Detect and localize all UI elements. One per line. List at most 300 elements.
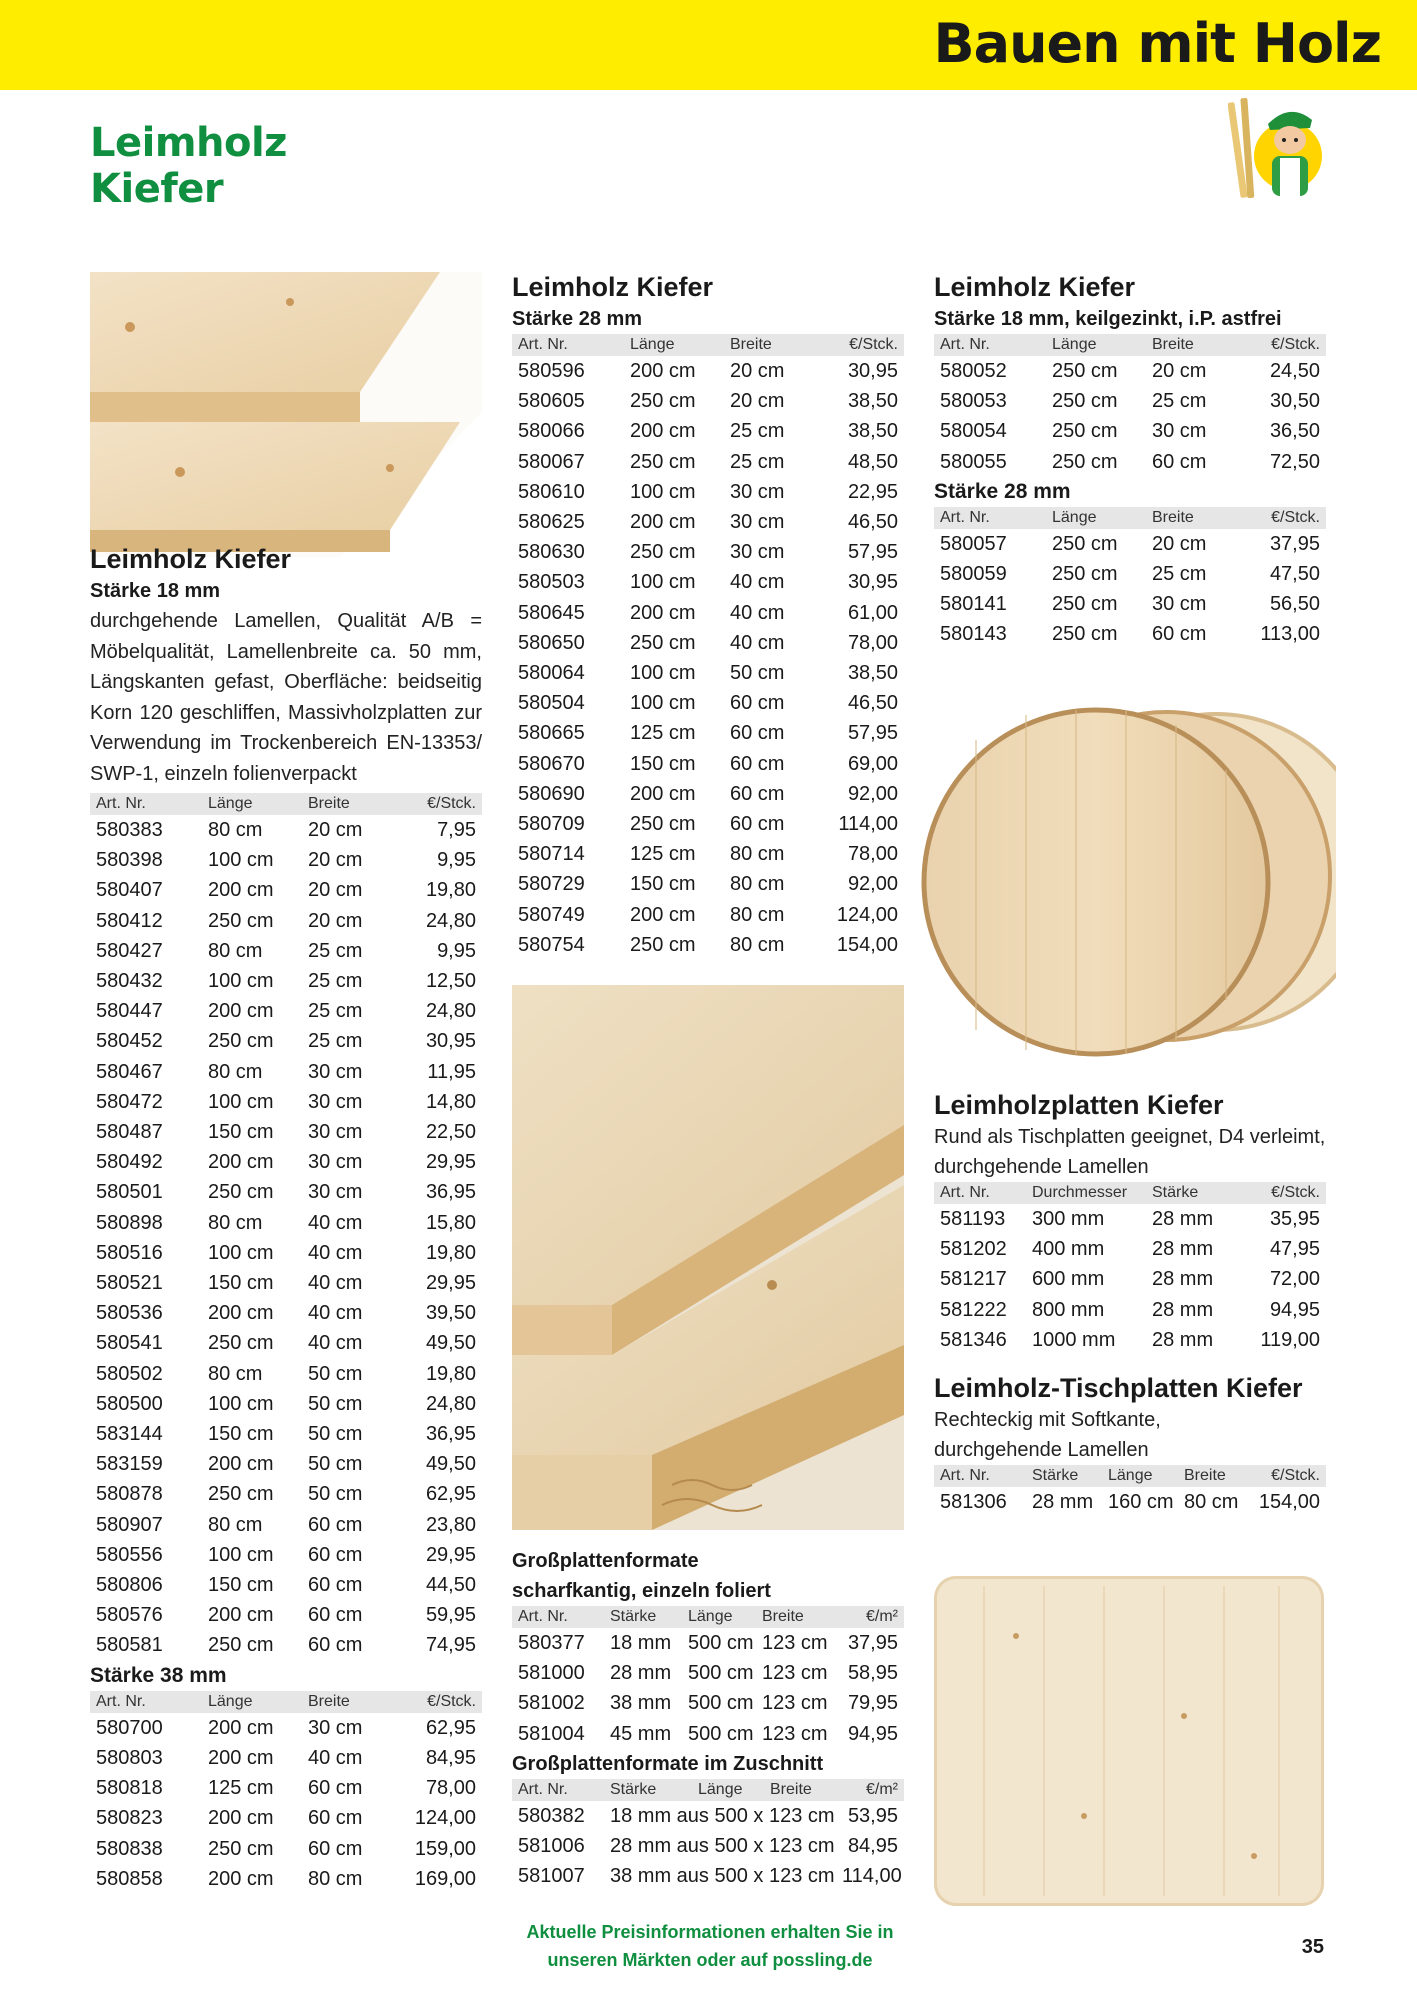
table-cell: 80 cm — [308, 1867, 363, 1890]
table-row — [90, 1238, 482, 1268]
table-cell: 200 cm — [208, 1151, 274, 1174]
table-cell: 24,80 — [425, 1000, 476, 1023]
table-cell: 28 mm — [1152, 1268, 1214, 1291]
product-image-boards-18mm — [90, 272, 482, 557]
table-cell: 28 mm — [1032, 1491, 1094, 1514]
table-cell: 250 cm — [208, 1030, 274, 1053]
table-cell: 9,95 — [437, 849, 476, 872]
table-row — [512, 507, 904, 537]
table-cell: 250 cm — [208, 1181, 274, 1204]
table-cell: 250 cm — [630, 450, 696, 473]
table-cell: 50 cm — [308, 1483, 363, 1506]
table-cell: 125 cm — [208, 1777, 274, 1800]
table-cell: 24,50 — [1269, 360, 1320, 382]
table-cell: 150 cm — [208, 1574, 274, 1597]
table-cell: 30 cm — [308, 1121, 363, 1144]
table-cell: 200 cm — [208, 1746, 274, 1769]
table-row — [90, 1713, 482, 1743]
table-row — [934, 1234, 1326, 1264]
table-cell: 28 mm — [1152, 1238, 1214, 1261]
table-cell: 800 mm — [1032, 1298, 1105, 1321]
table-cell: 60 cm — [308, 1604, 363, 1627]
table-cell: 200 cm — [208, 1000, 274, 1023]
table-cell: 20 cm — [308, 879, 363, 902]
table-cell: 72,50 — [1269, 450, 1320, 473]
table-cell: 250 cm — [1052, 593, 1118, 616]
table-cell: 24,80 — [425, 1392, 476, 1415]
table-row — [90, 1449, 482, 1479]
col-header: €/Stck. — [397, 793, 482, 815]
table-cell: 150 cm — [630, 873, 696, 896]
table-cell: 53,95 — [847, 1804, 898, 1827]
table-cell: 30 cm — [308, 1181, 363, 1204]
table-cell: 7,95 — [437, 819, 476, 841]
table-cell: 36,50 — [1269, 420, 1320, 443]
table-cell: 44,50 — [425, 1574, 476, 1597]
table-row — [934, 1264, 1326, 1294]
table-row — [512, 477, 904, 507]
round-description: Rund als Tischplatten geeignet, D4 verleimt, durchgehende Lamellen — [934, 1126, 1326, 1178]
table-cell: 37,95 — [847, 1632, 898, 1654]
table-cell: 580806 — [96, 1574, 163, 1597]
col-header: Länge — [1102, 1465, 1178, 1487]
table-row — [512, 809, 904, 839]
table-cell: 200 cm — [208, 1453, 274, 1476]
table-cell: 29,95 — [425, 1272, 476, 1295]
table-cell: 580645 — [518, 601, 585, 624]
col-header: Länge — [1046, 334, 1146, 356]
table-row — [90, 1147, 482, 1177]
table-cell: 200 cm — [630, 782, 696, 805]
table-cell: 50 cm — [308, 1453, 363, 1476]
table-cell: 500 cm — [688, 1632, 754, 1654]
col-header: Art. Nr. — [512, 334, 624, 356]
table-row — [90, 1510, 482, 1540]
table-cell: 581000 — [518, 1662, 585, 1685]
table-cell: 150 cm — [208, 1423, 274, 1446]
table-cell: 60 cm — [730, 722, 785, 745]
table-cell: 84,95 — [847, 1835, 898, 1858]
table-cell: 250 cm — [1052, 360, 1118, 382]
table-cell: 580650 — [518, 631, 585, 654]
table-row — [90, 875, 482, 905]
table-cell: 78,00 — [425, 1777, 476, 1800]
zuschnitt-title: Großplattenformate im Zuschnitt — [512, 1752, 824, 1775]
table-cell: 40 cm — [308, 1746, 363, 1769]
col-header: Art. Nr. — [90, 1691, 202, 1713]
table-row — [512, 1801, 904, 1831]
table-cell: 300 mm — [1032, 1208, 1105, 1230]
table-cell: 56,50 — [1269, 593, 1320, 616]
table-cell: 250 cm — [630, 933, 696, 956]
col-header: Durchmesser — [1026, 1182, 1146, 1204]
table-cell: 100 cm — [630, 692, 696, 715]
table-cell: 80 cm — [208, 1513, 263, 1536]
table-row — [934, 1325, 1326, 1355]
table-cell: 80 cm — [208, 1211, 263, 1234]
right-subtitle-28: Stärke 28 mm — [934, 479, 1071, 503]
table-cell: 100 cm — [208, 849, 274, 872]
table-cell: 250 cm — [630, 390, 696, 413]
col-header: Art. Nr. — [90, 793, 202, 815]
table-cell: 580541 — [96, 1332, 163, 1355]
table-cell: 583144 — [96, 1423, 163, 1446]
table-cell: 580052 — [940, 360, 1007, 382]
page-number: 35 — [1301, 1936, 1324, 1958]
table-row — [90, 1298, 482, 1328]
table-row — [90, 1117, 482, 1147]
table-row — [90, 1743, 482, 1773]
table-cell: 15,80 — [425, 1211, 476, 1234]
col-header: Länge — [624, 334, 724, 356]
round-price-table — [934, 1182, 1326, 1355]
table-row — [512, 749, 904, 779]
table-cell: 580690 — [518, 782, 585, 805]
col-header: Art. Nr. — [512, 1779, 604, 1801]
left-price-table — [90, 793, 482, 1661]
table-cell: 25 cm — [730, 450, 785, 473]
table-row — [90, 1803, 482, 1833]
table-cell: 30 cm — [730, 511, 785, 534]
table-cell: 500 cm — [688, 1722, 754, 1745]
table-cell: 580729 — [518, 873, 585, 896]
table-row — [512, 718, 904, 748]
table-cell: 580067 — [518, 450, 585, 473]
col-header: Stärke — [1026, 1465, 1102, 1487]
table-cell: 580823 — [96, 1807, 163, 1830]
col-header: Breite — [1146, 334, 1241, 356]
col-header: Stärke — [604, 1779, 692, 1801]
table-cell: 580432 — [96, 970, 163, 993]
table-cell: 25 cm — [308, 970, 363, 993]
table-cell: 60 cm — [308, 1513, 363, 1536]
table-row — [512, 688, 904, 718]
middle-section-title: Leimholz Kiefer — [512, 272, 714, 302]
table-cell: 20 cm — [730, 360, 785, 382]
table-cell: 580556 — [96, 1543, 163, 1566]
table-row — [90, 1057, 482, 1087]
table-cell: 30,95 — [847, 360, 898, 382]
table-cell: 169,00 — [414, 1867, 476, 1890]
table-cell: 581002 — [518, 1692, 585, 1715]
table-row — [90, 1087, 482, 1117]
table-cell: 60 cm — [730, 692, 785, 715]
table-cell: 47,50 — [1269, 563, 1320, 586]
table-cell: 36,95 — [425, 1423, 476, 1446]
table-row — [90, 906, 482, 936]
table-cell: 50 cm — [308, 1362, 363, 1385]
table-cell: 22,50 — [425, 1121, 476, 1144]
table-row — [90, 936, 482, 966]
table-cell: 600 mm — [1032, 1268, 1105, 1291]
table-cell: 119,00 — [1260, 1328, 1320, 1351]
table-cell: 92,00 — [847, 782, 898, 805]
table-cell: 580383 — [96, 819, 163, 841]
table-cell: 30,95 — [847, 571, 898, 594]
table-cell: 24,80 — [425, 909, 476, 932]
col-header: €/m² — [836, 1779, 904, 1801]
table-cell: 580803 — [96, 1746, 163, 1769]
table-cell: 78,00 — [847, 631, 898, 654]
table-cell: 30 cm — [308, 1716, 363, 1739]
table-cell: 200 cm — [208, 1867, 274, 1890]
table-cell: 580057 — [940, 532, 1007, 555]
col-header: Länge — [1046, 507, 1146, 529]
table-cell: 94,95 — [1269, 1298, 1320, 1321]
table-cell: 200 cm — [208, 1604, 274, 1627]
table-row — [90, 966, 482, 996]
table-cell: 47,95 — [1269, 1238, 1320, 1261]
table-cell: 250 cm — [1052, 563, 1118, 586]
table-row — [90, 1389, 482, 1419]
table-cell: 581193 — [940, 1208, 1006, 1230]
table-cell: 48,50 — [847, 450, 898, 473]
table-cell: 25 cm — [1152, 563, 1207, 586]
table-cell: 25 cm — [1152, 390, 1207, 413]
col-header: Breite — [724, 334, 819, 356]
table-cell: 50 cm — [308, 1392, 363, 1415]
table-cell: 580447 — [96, 1000, 163, 1023]
table-cell: 580714 — [518, 843, 585, 866]
table-cell: 19,80 — [425, 1362, 476, 1385]
table-row — [512, 839, 904, 869]
gross-subtitle: scharfkantig, einzeln foliert — [512, 1580, 771, 1602]
table-row — [90, 1773, 482, 1803]
table-row — [512, 598, 904, 628]
col-header: Stärke — [1146, 1182, 1241, 1204]
table-cell: 69,00 — [847, 752, 898, 775]
table-cell: 28 mm aus 500 x 123 cm — [610, 1835, 835, 1858]
table-cell: 580516 — [96, 1241, 163, 1264]
table-cell: 30 cm — [1152, 593, 1207, 616]
table-cell: 580907 — [96, 1513, 163, 1536]
table-cell: 580059 — [940, 563, 1007, 586]
table-cell: 37,95 — [1269, 532, 1320, 555]
table-cell: 580503 — [518, 571, 585, 594]
footer-note: Aktuelle Preisinformationen erhalten Sie in unseren Märkten oder auf possling.de — [526, 1922, 894, 1970]
table-cell: 123 cm — [762, 1632, 828, 1654]
table-cell: 20 cm — [308, 909, 363, 932]
table-cell: 250 cm — [1052, 420, 1118, 443]
table-cell: 30,95 — [425, 1030, 476, 1053]
table-cell: 500 cm — [688, 1692, 754, 1715]
table-cell: 20 cm — [308, 819, 363, 841]
table-cell: 30 cm — [308, 1090, 363, 1113]
table-cell: 200 cm — [630, 511, 696, 534]
table-cell: 60 cm — [308, 1807, 363, 1830]
table-cell: 200 cm — [630, 360, 696, 382]
table-row — [512, 1831, 904, 1861]
table-cell: 11,95 — [427, 1060, 476, 1083]
table-cell: 46,50 — [847, 511, 898, 534]
table-cell: 580064 — [518, 662, 585, 685]
table-row — [90, 1570, 482, 1600]
table-cell: 580898 — [96, 1211, 163, 1234]
table-row — [512, 1628, 904, 1658]
page-title-line1: Leimholz — [90, 120, 287, 166]
table-cell: 580501 — [96, 1181, 163, 1204]
table-cell: 84,95 — [425, 1746, 476, 1769]
table-cell: 30,50 — [1269, 390, 1320, 413]
gross-price-table — [512, 1606, 904, 1749]
table-cell: 581217 — [940, 1268, 1007, 1291]
table-cell: 580412 — [96, 909, 163, 932]
col-header: Breite — [302, 1691, 397, 1713]
table-cell: 580377 — [518, 1632, 585, 1654]
table-cell: 580504 — [518, 692, 585, 715]
table-cell: 19,80 — [425, 1241, 476, 1264]
col-header: Breite — [1178, 1465, 1248, 1487]
table-cell: 12,50 — [425, 970, 476, 993]
table-cell: 250 cm — [208, 1634, 274, 1657]
page-title — [90, 120, 287, 212]
table-cell: 113,00 — [1260, 623, 1320, 646]
table-cell: 40 cm — [308, 1211, 363, 1234]
table-row — [934, 356, 1326, 386]
table-cell: 580492 — [96, 1151, 163, 1174]
table-cell: 580382 — [518, 1804, 585, 1827]
table-cell: 250 cm — [630, 631, 696, 654]
round-title: Leimholzplatten Kiefer — [934, 1090, 1224, 1120]
table-cell: 581006 — [518, 1835, 585, 1858]
table-cell: 200 cm — [630, 601, 696, 624]
table-row — [934, 416, 1326, 446]
table-cell: 39,50 — [425, 1302, 476, 1325]
table-cell: 74,95 — [425, 1634, 476, 1657]
table-cell: 80 cm — [730, 903, 785, 926]
carpenter-mascot-icon — [1228, 94, 1324, 204]
table-cell: 580055 — [940, 450, 1007, 473]
table-row — [512, 628, 904, 658]
table-row — [90, 1208, 482, 1238]
table-cell: 100 cm — [630, 571, 696, 594]
table-cell: 29,95 — [425, 1151, 476, 1174]
header-banner — [0, 0, 1417, 90]
table-cell: 80 cm — [208, 819, 263, 841]
table-cell: 38,50 — [847, 390, 898, 413]
col-header: €/Stck. — [1248, 1465, 1326, 1487]
table-cell: 30 cm — [730, 480, 785, 503]
col-header: Länge — [202, 1691, 302, 1713]
col-header: Länge — [202, 793, 302, 815]
table-cell: 40 cm — [308, 1302, 363, 1325]
table-row — [512, 930, 904, 960]
table-row — [512, 1719, 904, 1749]
table-row — [512, 869, 904, 899]
middle-section-subtitle: Stärke 28 mm — [512, 308, 643, 330]
table-cell: 200 cm — [630, 903, 696, 926]
table-row — [90, 996, 482, 1026]
table-cell: 114,00 — [838, 813, 898, 836]
table-cell: 58,95 — [847, 1662, 898, 1685]
table-cell: 30 cm — [730, 541, 785, 564]
table-row — [934, 447, 1326, 477]
product-image-table-top — [934, 1576, 1324, 1906]
table-cell: 29,95 — [425, 1543, 476, 1566]
table-cell: 581202 — [940, 1238, 1007, 1261]
table-cell: 580754 — [518, 933, 585, 956]
table-cell: 100 cm — [208, 1392, 274, 1415]
gross-title: Großplattenformate — [512, 1550, 699, 1572]
table-cell: 580536 — [96, 1302, 163, 1325]
table-cell: 125 cm — [630, 843, 696, 866]
table-cell: 60 cm — [1152, 450, 1207, 473]
table-cell: 60 cm — [730, 752, 785, 775]
table-row — [90, 1834, 482, 1864]
table-cell: 250 cm — [208, 1837, 274, 1860]
table-row — [934, 1295, 1326, 1325]
table-row — [90, 1268, 482, 1298]
table-cell: 20 cm — [1152, 360, 1207, 382]
table-cell: 72,00 — [1269, 1268, 1320, 1291]
table-cell: 100 cm — [208, 970, 274, 993]
table-cell: 40 cm — [308, 1332, 363, 1355]
table-cell: 580665 — [518, 722, 585, 745]
table-cell: 59,95 — [425, 1604, 476, 1627]
table-cell: 60 cm — [308, 1777, 363, 1800]
table-cell: 123 cm — [762, 1692, 828, 1715]
banner-title: Bauen mit Holz — [933, 12, 1381, 75]
table-cell: 581222 — [940, 1298, 1007, 1321]
col-header: €/Stck. — [1241, 334, 1326, 356]
table-cell: 159,00 — [414, 1837, 476, 1860]
table-cell: 38 mm aus 500 x 123 cm — [610, 1865, 835, 1888]
table-row — [90, 1479, 482, 1509]
table-cell: 580066 — [518, 420, 585, 443]
table-cell: 9,95 — [437, 939, 476, 962]
table-cell: 40 cm — [730, 601, 785, 624]
table-cell: 580709 — [518, 813, 585, 836]
table-cell: 160 cm — [1108, 1491, 1174, 1514]
table-cell: 250 cm — [208, 1483, 274, 1506]
table-cell: 100 cm — [208, 1090, 274, 1113]
left-section-title: Leimholz Kiefer — [90, 544, 292, 574]
table-row — [512, 658, 904, 688]
table-cell: 580502 — [96, 1362, 163, 1385]
table-cell: 80 cm — [208, 1362, 263, 1385]
col-header: Länge — [692, 1779, 764, 1801]
table-row — [934, 619, 1326, 649]
table-cell: 45 mm — [610, 1722, 672, 1745]
table-cell: 60 cm — [1152, 623, 1207, 646]
table-cell: 580858 — [96, 1867, 163, 1890]
right-price-table — [934, 334, 1326, 477]
table-row — [512, 1688, 904, 1718]
table-cell: 583159 — [96, 1453, 163, 1476]
table-row — [90, 1419, 482, 1449]
table-cell: 580700 — [96, 1716, 163, 1739]
col-header: Breite — [1146, 507, 1241, 529]
table-cell: 60 cm — [308, 1837, 363, 1860]
table-cell: 62,95 — [425, 1716, 476, 1739]
table-cell: 125 cm — [630, 722, 696, 745]
table-cell: 80 cm — [208, 939, 263, 962]
table-cell: 60 cm — [730, 813, 785, 836]
right-price-table-28 — [934, 507, 1326, 650]
right-section-subtitle: Stärke 18 mm, keilgezinkt, i.P. astfrei — [934, 308, 1282, 330]
table-row — [934, 589, 1326, 619]
table-row — [512, 1658, 904, 1688]
table-cell: 580596 — [518, 360, 585, 382]
table-row — [512, 537, 904, 567]
table-cell: 250 cm — [1052, 623, 1118, 646]
col-header: €/m² — [834, 1606, 904, 1628]
table-cell: 114,00 — [842, 1865, 902, 1888]
col-header: Breite — [302, 793, 397, 815]
table-cell: 250 cm — [1052, 450, 1118, 473]
table-cell: 78,00 — [847, 843, 898, 866]
table-cell: 580472 — [96, 1090, 163, 1113]
